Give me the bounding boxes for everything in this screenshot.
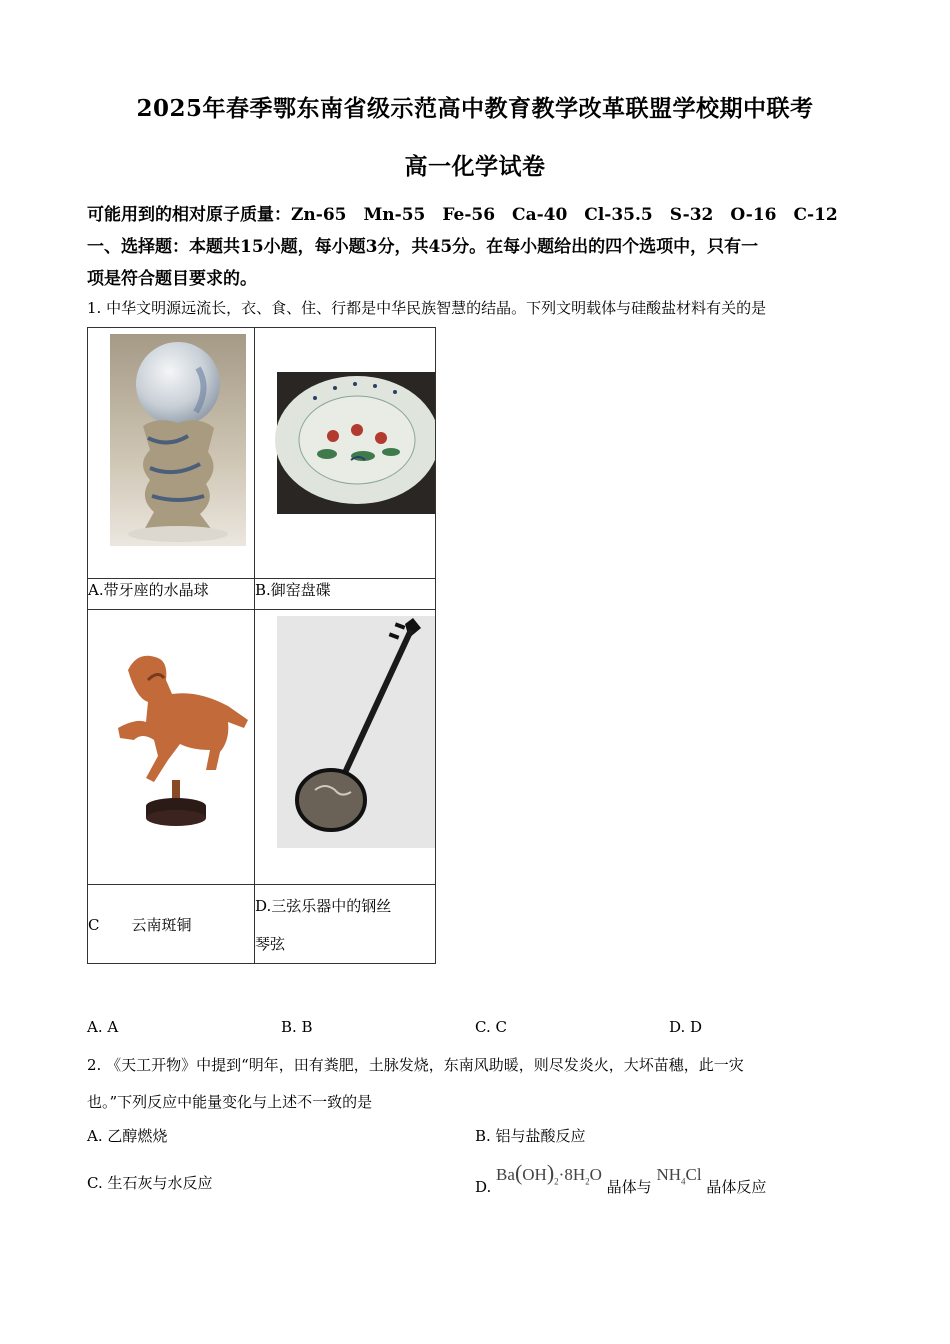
q1-option-d[interactable]: D. D [669,1018,703,1036]
q1-caption-d [255,885,436,964]
sanxian-instrument-image [255,610,435,880]
porcelain-plate-image [255,328,435,574]
q1-cell-c-image [88,610,255,885]
q1-option-a[interactable]: A. A [87,1018,119,1036]
q2-option-a[interactable]: A. 乙醇燃烧 [87,1127,168,1145]
q1-options-table [87,327,436,964]
q1-caption-d-line2: 琴弦 [255,935,286,953]
q1-caption-a: A.带牙座的水晶球 [88,579,255,610]
formula-ba: Ba [496,1165,515,1184]
formula-cl: Cl [685,1165,702,1184]
crystal-ball-image [88,328,254,574]
exam-subtitle: 高一化学试卷 [404,153,546,180]
formula-sub-2b: 2 [585,1176,590,1187]
q2-option-d-end: 晶体反应 [706,1178,767,1196]
q2-stem-line2: 也。”下列反应中能量变化与上述不一致的是 [87,1093,373,1111]
q2-option-d-formula-1: $Ba(OH)_2\cdot 8H_2O$ [496,1160,602,1187]
formula-oh: OH [522,1165,547,1184]
q1-stem: 1. 中华文明源远流长，衣、食、住、行都是中华民族智慧的结晶。下列文明载体与硅酸盐材料有关的是 [87,299,767,317]
q1-cell-a-image [88,328,255,579]
q2-option-c[interactable]: C. 生石灰与水反应 [87,1174,213,1192]
q1-caption-b: B.御窑盘碟 [255,579,436,610]
q1-cell-b-image [255,328,436,579]
formula-o: O [589,1165,602,1184]
exam-title: 2025年春季鄂东南省级示范高中教育教学改革联盟学校期中联考 [136,95,814,122]
copper-horse-image [88,610,254,880]
q2-option-b[interactable]: B. 铝与盐酸反应 [475,1127,586,1145]
q2-option-d[interactable] [475,1160,767,1196]
q1-caption-d-line1: D.三弦乐器中的钢丝 [255,897,392,915]
formula-8h: ·8H [558,1165,586,1184]
q1-option-c[interactable]: C. C [475,1018,507,1036]
q2-option-d-formula-2 [656,1165,702,1187]
q1-caption-c-text: 云南斑铜 [131,915,192,934]
formula-nh: NH [656,1165,682,1184]
q1-cell-d-image [255,610,436,885]
section1-instructions-line2: 项是符合题目要求的。 [87,269,257,289]
q2-option-d-mid: 晶体与 [606,1178,652,1196]
q1-caption-c [88,885,255,964]
formula-sub-2a: 2 [554,1176,559,1187]
q1-option-b[interactable]: B. B [281,1018,313,1036]
q2-stem-line1: 2. 《天工开物》中提到“明年，田有粪肥，土脉发烧，东南风助暖，则尽发炎火，大坏苗穗，此一灾 [87,1056,744,1074]
section1-instructions-line1: 一、选择题：本题共15小题，每小题3分，共45分。在每小题给出的四个选项中，只有一 [87,237,759,257]
formula-sub-4: 4 [681,1176,686,1187]
q2-option-d-prefix: D. [475,1178,492,1196]
atomic-masses: 可能用到的相对原子质量：Zn-65 Mn-55 Fe-56 Ca-40 Cl-35.5 S-32 O-16 C-12 [87,205,838,225]
q1-caption-c-letter: C [88,915,100,934]
